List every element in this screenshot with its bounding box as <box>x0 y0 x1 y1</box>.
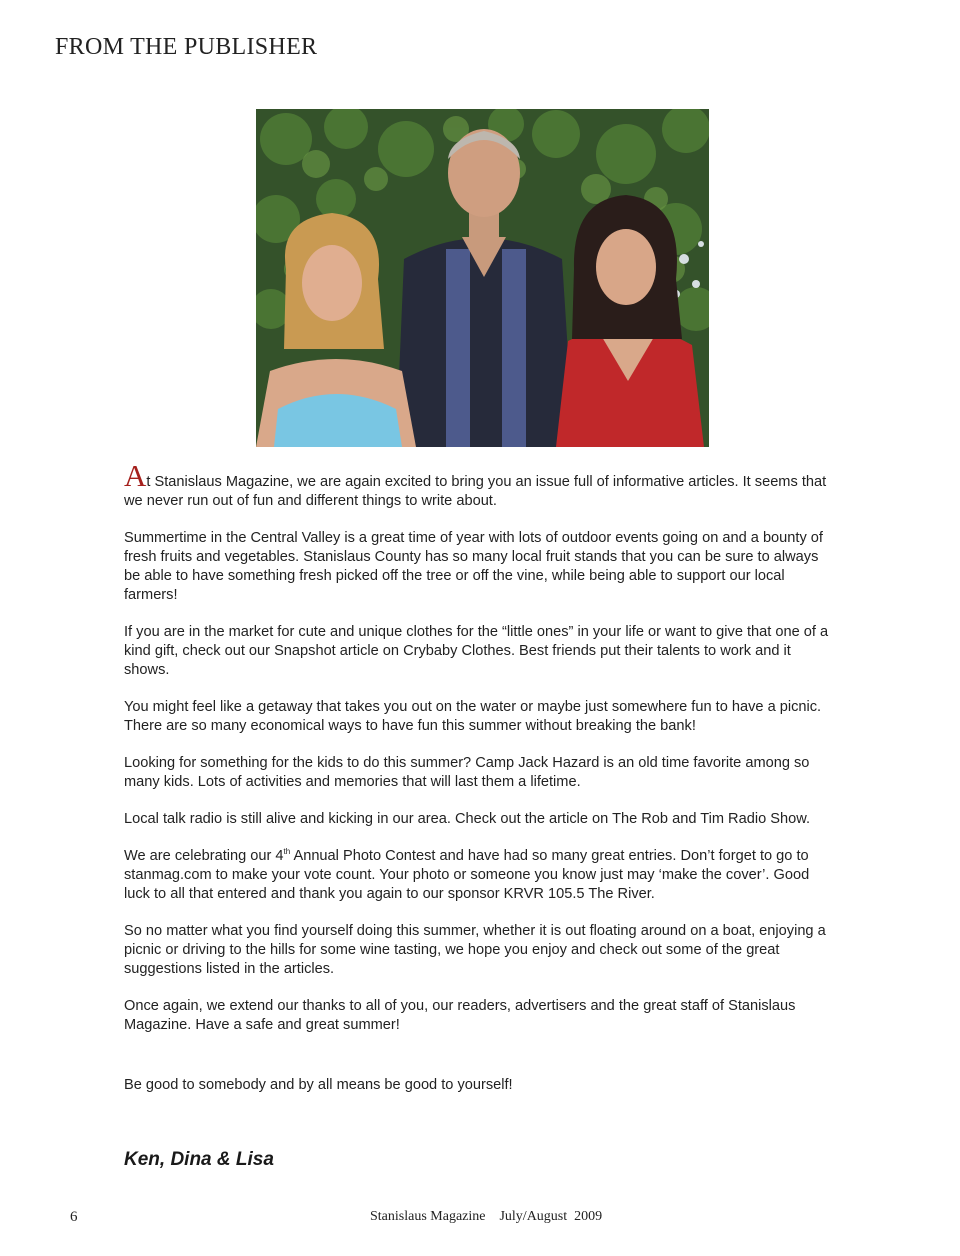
paragraph-summertime: Summertime in the Central Valley is a great time of year with lots of outdoor events going on and a bounty of fresh fruits and vegetables. Stanislaus County has so many local fruit stands that you can be sure to always be able to have something fresh picked off the tree or off the vine, while being able to support our local farmers! <box>124 530 823 603</box>
paragraph-thanks: Once again, we extend our thanks to all of you, our readers, advertisers and the great staff of Stanislaus Magazine. Have a safe and great summer! <box>124 998 796 1033</box>
ordinal-suffix: th <box>283 847 291 856</box>
paragraph-clothes: If you are in the market for cute and unique clothes for the “little ones” in your life or want to give that one of a kind gift, check out our Snapshot article on Crybaby Clothes. Best friends put their talents to work and it shows. <box>124 624 829 678</box>
paragraph-suggestions: So no matter what you find yourself doing this summer, whether it is out floating around on a boat, enjoying a picnic or driving to the hills for some wine tasting, we hope you enjoy and check out some of the great suggestions listed in the articles. <box>124 923 826 977</box>
page-title: FROM THE PUBLISHER <box>55 34 318 60</box>
footer-publication: Stanislaus Magazine July/August 2009 <box>370 1209 603 1224</box>
closing-line: Be good to somebody and by all means be good to yourself! <box>124 1077 513 1093</box>
paragraph-radio: Local talk radio is still alive and kicking in our area. Check out the article on The Rob and Tim Radio Show. <box>124 811 810 827</box>
paragraph-getaway: You might feel like a getaway that takes you out on the water or maybe just somewhere fun to have a picnic. There are so many economical ways to have fun this summer without breaking the bank! <box>124 699 822 734</box>
drop-cap: A <box>124 458 147 493</box>
page-number: 6 <box>70 1209 78 1225</box>
photo-contest-start: We are celebrating our 4 <box>124 848 284 864</box>
publisher-letter <box>124 458 836 1053</box>
publishers-photo-illustration <box>256 109 709 447</box>
photo-contest-rest: Annual Photo Contest and have had so many great entries. Don’t forget to go to stanmag.com to make your vote count. Your photo or someone you know just may ‘make the cover’. Good luck to all that entered and thank you again to our sponsor KRVR 105.5 The River. <box>124 848 810 902</box>
signature: Ken, Dina & Lisa <box>124 1149 274 1170</box>
paragraph-camp: Looking for something for the kids to do this summer? Camp Jack Hazard is an old time favorite among so many kids. Lots of activities and memories that will last them a lifetime. <box>124 755 810 790</box>
paragraph-intro <box>124 458 836 511</box>
paragraph-intro-text: t Stanislaus Magazine, we are again excited to bring you an issue full of informative articles. It seems that we never run out of fun and different things to write about. <box>124 474 827 509</box>
publishers-photo <box>256 109 709 447</box>
paragraph-photo-contest <box>124 847 836 904</box>
